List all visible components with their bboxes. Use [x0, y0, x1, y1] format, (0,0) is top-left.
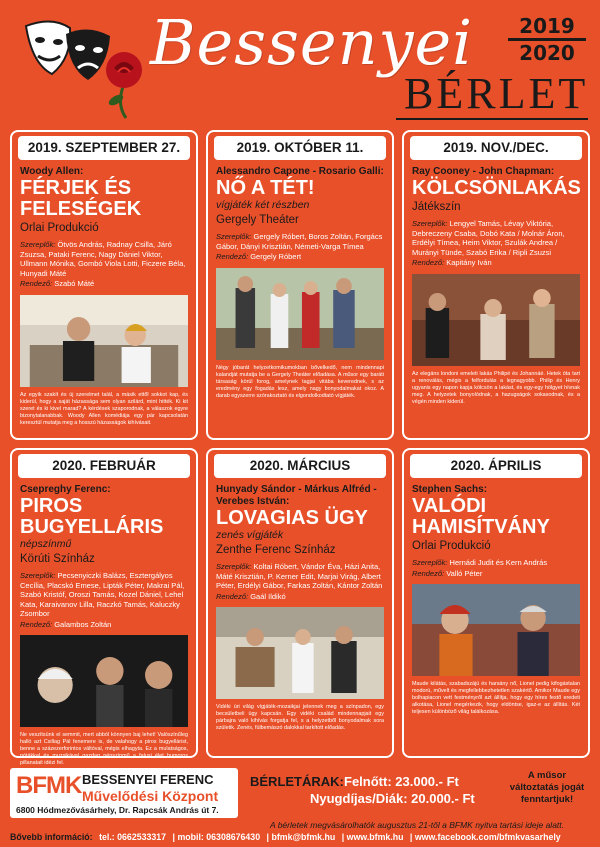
rose-icon	[96, 48, 152, 118]
director-name: Kapitány Iván	[446, 258, 492, 267]
bfmk-logo	[10, 768, 238, 818]
show-theatre: Zenthe Ferenc Színház	[216, 544, 336, 556]
show-cast	[208, 227, 392, 251]
org-name-line1: BESSENYEI FERENC	[82, 772, 214, 787]
director-label: Rendező:	[412, 568, 445, 578]
brand-title: Bessenyei	[150, 6, 474, 79]
subscription-title: BÉRLET	[404, 69, 589, 118]
cast-label: Szereplők:	[216, 562, 252, 571]
show-card	[10, 130, 198, 440]
show-card	[10, 448, 198, 766]
show-cast	[12, 235, 196, 278]
show-director	[404, 568, 588, 579]
show-title: PIROS BUGYELLÁRIS	[20, 495, 164, 538]
show-theatre: Játékszín	[412, 201, 461, 213]
year-end: 2020	[519, 41, 575, 65]
show-director	[12, 619, 196, 630]
show-title: KÖLCSÖNLAKÁS	[412, 177, 581, 199]
footer	[10, 768, 590, 846]
show-cast	[208, 557, 392, 591]
season-years	[508, 14, 586, 65]
website-link[interactable]: www.bfmk.hu	[346, 832, 404, 842]
sales-note: A bérletek megvásárolhatók augusztus 21-től a BFMK nyitva tartási ideje alatt.	[269, 820, 565, 830]
show-description: Az egyik szakít és új szerelmet talál, a másik ettől sokkot kap, és kiderül, hogy a saját házassága sem olyan szilárd, mint hitték. Ki kit szeret és ki kivel marad? A kérdések szaporodnak, a válaszok egyre bizonytalanabbak. Woody Allen komédiája egy pár kapcsolatán keresztül mutatja meg a hosszú házasságok kihívásait.	[20, 391, 188, 426]
show-title: FÉRJEK ÉS FELESÉGEK	[20, 177, 142, 220]
director-name: Gaál Ildikó	[250, 591, 286, 601]
show-director	[12, 278, 196, 289]
cast-list: Pecsenyiczki Balázs, Esztergályos Cecília, Placskó Emese, Lipták Péter, Makrai Pál, Szabó Kristóf, Oroszi Tamás, Kozel Dániel, Lehel Kata, Karaivanov Lilla, Raczkó Tamás, Kaluczky Zsombor	[20, 571, 185, 618]
cast-label: Szereplők:	[216, 232, 252, 241]
show-date: 2019. SZEPTEMBER 27.	[18, 136, 190, 160]
show-photo	[412, 274, 580, 366]
cast-list: Koltai Róbert, Vándor Éva, Házi Anita, Máté Krisztián, P. Kerner Edit, Marjai Virág, Albert Péter, Erdélyi Gábor, Farkas Zoltán, Kántor Zoltán	[216, 562, 383, 590]
info-label: Bővebb információ:	[10, 832, 93, 842]
show-date: 2020. MÁRCIUS	[214, 454, 386, 478]
cast-label: Szereplők:	[20, 240, 56, 249]
show-photo	[216, 607, 384, 699]
logo-mark: BFMK	[16, 772, 82, 799]
show-authors: Alessandro Capone - Rosario Galli:	[216, 166, 384, 177]
show-card	[206, 448, 394, 758]
show-authors: Woody Allen:	[20, 166, 84, 177]
header	[0, 0, 600, 128]
show-title: NŐ A TÉT!	[216, 177, 315, 199]
cast-label: Szereplők:	[412, 219, 448, 228]
show-photo	[216, 268, 384, 360]
program-change-note: A műsor változtatás jogát fenntartjuk!	[509, 770, 585, 805]
show-subtitle: népszínmű	[20, 538, 72, 550]
show-date: 2020. ÁPRILIS	[410, 454, 582, 478]
facebook-link[interactable]: www.facebook.com/bfmkvasarhely	[414, 832, 561, 842]
show-photo	[20, 295, 188, 387]
show-director	[208, 591, 392, 602]
director-name: Szabó Máté	[54, 279, 95, 288]
show-description: Az elegáns londoni emeleti lakás Philipé és Johannáé. Hetek óta tart a renoválás, mégis a felfordulás a legnagyobb. Philip és Henry ugyanis egy napon kapja kölcsön a lakást, és egy-egy hölgyet hívnak meg. A helyzetek bonyolódnak, a hazugságok sokasodnak, és a végén minden kiderül.	[412, 370, 580, 405]
show-cast	[12, 566, 196, 619]
show-authors: Csepreghy Ferenc:	[20, 484, 111, 495]
director-label: Rendező:	[412, 258, 445, 267]
show-card	[206, 130, 394, 440]
director-name: Gergely Róbert	[250, 252, 302, 261]
phone[interactable]: tel.: 0662533317	[99, 832, 167, 842]
show-subtitle: vígjáték két részben	[216, 199, 310, 211]
show-card	[402, 448, 590, 758]
year-start: 2019	[508, 14, 586, 41]
show-card	[402, 130, 590, 440]
org-name-line2: Művelődési Központ	[82, 788, 219, 804]
show-cast	[404, 553, 588, 568]
show-theatre: Orlai Produkció	[412, 540, 491, 552]
show-description: Ne veszítsünk el semmit, mert abból könnyen baj lehet! Valószínűleg halló azt Csillag Pál fenemere is, de valahogy a piros bugyellárist, benne a százezerforintos váltóval, mégis elhagyta. Ez a mulatságos, nótákkal és muzsikával gazdag népszínmű a falusi élet humoros pillanatait idézi fel.	[20, 732, 188, 766]
show-title: VALÓDI HAMISÍTVÁNY	[412, 495, 550, 538]
cast-label: Szereplők:	[412, 558, 448, 567]
email-link[interactable]: bfmk@bfmk.hu	[271, 832, 336, 842]
cast-list: Lengyel Tamás, Lévay Viktória, Debreczeny Csaba, Dobó Kata / Molnár Áron, Erdélyi Tímea, Heim Viktor, Szulák Andrea / Murányi Tünde, Szabó Erika / Ripli Zsuzsi	[412, 219, 565, 257]
show-description: Négy jóbarát helyzetkomikumokban bővelkedő, nem mindennapi kalandját mutatja be a Gergely Theáter előadása. A műsor egy baráti társaság körül forog, amelynek tagjai vitába keverednek, s az eredmény egy fogadás lesz, amely nagy bonyodalmakat okoz. A darab egyszerre szórakoztató és elgondolkodtató vígjáték.	[216, 364, 384, 399]
price-reduced: Nyugdíjas/Diák: 20.000.- Ft	[310, 791, 475, 806]
show-description: Vidéki úri világ vígjáték-mozaikjai jelennek meg a színpadon, egy becsületbeli ügy kapcsán. Egy vidéki család mindennapjait egy párbajra való kihívás forgatja fel, s a helyzetből bonyodalmak sora születik. Zenés, fülbemászó dalokkal tarkított előadás.	[216, 704, 384, 731]
show-title: LOVAGIAS ÜGY	[216, 507, 368, 529]
show-director	[208, 251, 392, 262]
show-subtitle: zenés vígjáték	[216, 529, 284, 541]
cast-list: Ötvös András, Radnay Csilla, Járó Zsuzsa, Pataki Ferenc, Nagy Dániel Viktor, Ullmann Mónika, Gombó Viola Lotti, Ficzere Béla, Hunyadi Máté	[20, 240, 186, 278]
mobile[interactable]: mobil: 06308676430	[177, 832, 261, 842]
price-adult: Felnőtt: 23.000.- Ft	[344, 774, 459, 789]
show-cast	[404, 214, 588, 257]
show-theatre: Orlai Produkció	[20, 222, 99, 234]
director-label: Rendező:	[216, 591, 249, 601]
show-authors: Hunyady Sándor - Márkus Alfréd - Verebes István:	[216, 484, 377, 507]
director-name: Galambos Zoltán	[54, 619, 112, 629]
show-director	[404, 257, 588, 268]
header-divider	[396, 118, 588, 120]
show-authors: Stephen Sachs:	[412, 484, 488, 495]
cast-label: Szereplők:	[20, 571, 56, 580]
director-label: Rendező:	[20, 279, 53, 288]
show-theatre: Gergely Theáter	[216, 214, 299, 226]
contact-bar: Bővebb információ: tel.: 0662533317 | mobil: 06308676430 | bfmk@bfmk.hu | www.bfmk.hu | www.facebook.com/bfmkvasarhely	[10, 832, 561, 842]
prices-label: BÉRLETÁRAK:	[250, 774, 344, 789]
show-theatre: Körúti Színház	[20, 553, 95, 565]
cast-list: Gergely Róbert, Boros Zoltán, Forgács Gábor, Dányi Krisztián, Németi-Varga Tímea	[216, 232, 383, 251]
org-address: 6800 Hódmezővásárhely, Dr. Rapcsák András út 7.	[16, 805, 219, 815]
show-description: Maude kilátás, szabadszájú és harsány nő, Lionel pedig kifogástalan modorú, művelt és megfellebbezhetetlen szakértő. Amikor Maude egy bolhapiacon vett festményről azt állítja, hogy egy híres festő eredeti alkotása, Lionel megérkezik, hogy eldöntse, igaz-e az állítás. Két teljesen különböző világ találkozása.	[412, 681, 580, 715]
cast-list: Hernádi Judit és Kern András	[449, 558, 548, 567]
show-authors: Ray Cooney - John Chapman:	[412, 166, 555, 177]
show-date: 2020. FEBRUÁR	[18, 454, 190, 478]
show-date: 2019. OKTÓBER 11.	[214, 136, 386, 160]
show-photo	[412, 584, 580, 676]
show-date: 2019. NOV./DEC.	[410, 136, 582, 160]
show-photo	[20, 635, 188, 727]
director-label: Rendező:	[20, 619, 53, 629]
director-name: Valló Péter	[446, 568, 483, 578]
director-label: Rendező:	[216, 252, 249, 261]
